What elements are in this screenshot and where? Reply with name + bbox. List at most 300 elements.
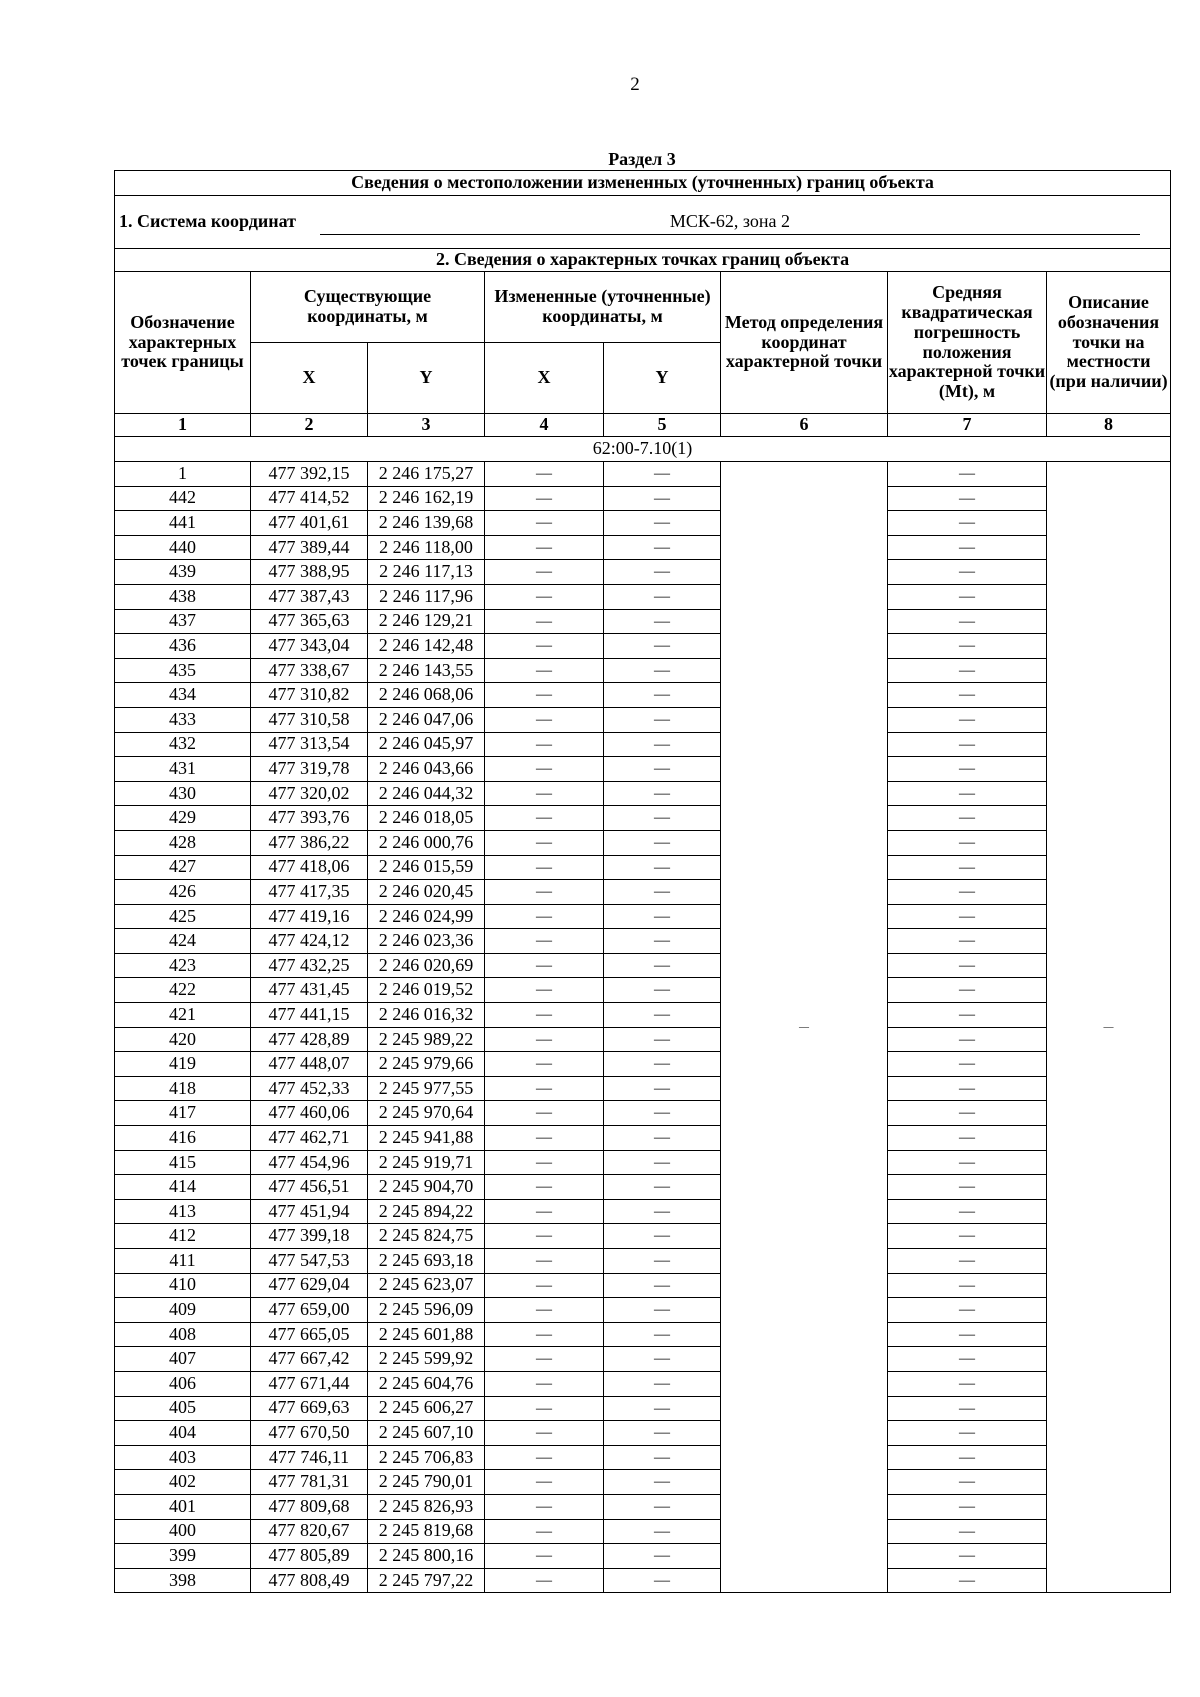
changed-y: — — [604, 1421, 721, 1446]
existing-x: 477 671,44 — [251, 1371, 368, 1396]
changed-x: — — [485, 880, 604, 905]
existing-x: 477 805,89 — [251, 1544, 368, 1569]
accuracy-value: — — [888, 1027, 1047, 1052]
changed-y: — — [604, 830, 721, 855]
changed-x: — — [485, 1470, 604, 1495]
table-row — [115, 707, 1171, 732]
existing-x: 477 452,33 — [251, 1076, 368, 1101]
section-title: Раздел 3 — [608, 149, 676, 169]
changed-y: — — [604, 1076, 721, 1101]
changed-y: — — [604, 486, 721, 511]
existing-x: 477 414,52 — [251, 486, 368, 511]
existing-y: 2 245 894,22 — [368, 1199, 485, 1224]
table-row — [115, 1494, 1171, 1519]
point-number: 424 — [115, 929, 251, 954]
point-number: 421 — [115, 1003, 251, 1028]
table-row — [115, 1101, 1171, 1126]
table-row — [115, 535, 1171, 560]
header-description: Описание обозначения точки на местности (при наличии) — [1047, 272, 1171, 414]
existing-y: 2 245 979,66 — [368, 1052, 485, 1077]
table-row — [115, 880, 1171, 905]
point-number: 425 — [115, 904, 251, 929]
existing-x: 477 313,54 — [251, 732, 368, 757]
existing-y: 2 246 068,06 — [368, 683, 485, 708]
accuracy-value: — — [888, 658, 1047, 683]
table-row — [115, 1126, 1171, 1151]
existing-y: 2 245 606,27 — [368, 1396, 485, 1421]
changed-y: — — [604, 880, 721, 905]
point-number: 417 — [115, 1101, 251, 1126]
changed-y: — — [604, 1126, 721, 1151]
existing-y: 2 245 989,22 — [368, 1027, 485, 1052]
changed-x: — — [485, 855, 604, 880]
changed-x: — — [485, 929, 604, 954]
header-existing-x: X — [251, 343, 368, 414]
accuracy-value: — — [888, 1175, 1047, 1200]
changed-y: — — [604, 462, 721, 487]
existing-y: 2 246 018,05 — [368, 806, 485, 831]
point-number: 416 — [115, 1126, 251, 1151]
accuracy-value: — — [888, 1199, 1047, 1224]
point-number: 434 — [115, 683, 251, 708]
changed-y: — — [604, 634, 721, 659]
accuracy-value: — — [888, 1322, 1047, 1347]
existing-x: 477 462,71 — [251, 1126, 368, 1151]
existing-y: 2 245 604,76 — [368, 1371, 485, 1396]
changed-x: — — [485, 511, 604, 536]
coord-system-value: МСК-62, зона 2 — [320, 212, 1140, 235]
point-number: 402 — [115, 1470, 251, 1495]
changed-x: — — [485, 1150, 604, 1175]
table-row — [115, 560, 1171, 585]
existing-x: 477 665,05 — [251, 1322, 368, 1347]
changed-y: — — [604, 757, 721, 782]
changed-x: — — [485, 1027, 604, 1052]
table-title: Сведения о местоположении измененных (уточненных) границ объекта — [115, 171, 1171, 196]
changed-y: — — [604, 683, 721, 708]
table-row — [115, 757, 1171, 782]
changed-x: — — [485, 978, 604, 1003]
existing-y: 2 246 139,68 — [368, 511, 485, 536]
existing-x: 477 310,58 — [251, 707, 368, 732]
changed-x: — — [485, 1494, 604, 1519]
changed-y: — — [604, 1273, 721, 1298]
existing-x: 477 454,96 — [251, 1150, 368, 1175]
accuracy-value: — — [888, 1003, 1047, 1028]
point-number: 400 — [115, 1519, 251, 1544]
description-value: — — [1047, 462, 1171, 1593]
existing-x: 477 393,76 — [251, 806, 368, 831]
existing-y: 2 246 129,21 — [368, 609, 485, 634]
changed-x: — — [485, 707, 604, 732]
accuracy-value: — — [888, 1126, 1047, 1151]
accuracy-value: — — [888, 830, 1047, 855]
table-row — [115, 830, 1171, 855]
point-number: 426 — [115, 880, 251, 905]
accuracy-value: — — [888, 560, 1047, 585]
accuracy-value: — — [888, 1494, 1047, 1519]
changed-x: — — [485, 535, 604, 560]
changed-x: — — [485, 1568, 604, 1593]
point-number: 423 — [115, 953, 251, 978]
col-number: 4 — [485, 414, 604, 437]
accuracy-value: — — [888, 1101, 1047, 1126]
changed-x: — — [485, 806, 604, 831]
changed-y: — — [604, 1347, 721, 1372]
existing-y: 2 246 118,00 — [368, 535, 485, 560]
changed-x: — — [485, 1224, 604, 1249]
point-number: 431 — [115, 757, 251, 782]
accuracy-value: — — [888, 1371, 1047, 1396]
point-number: 414 — [115, 1175, 251, 1200]
point-number: 399 — [115, 1544, 251, 1569]
table-row — [115, 584, 1171, 609]
accuracy-value: — — [888, 1224, 1047, 1249]
changed-y: — — [604, 1101, 721, 1126]
accuracy-value: — — [888, 707, 1047, 732]
existing-x: 477 320,02 — [251, 781, 368, 806]
changed-y: — — [604, 1052, 721, 1077]
changed-x: — — [485, 1249, 604, 1274]
table-row — [115, 634, 1171, 659]
accuracy-value: — — [888, 732, 1047, 757]
table-subtitle: 2. Сведения о характерных точках границ объекта — [115, 249, 1171, 272]
changed-x: — — [485, 904, 604, 929]
coord-system-label: 1. Система координат — [119, 211, 296, 232]
accuracy-value: — — [888, 634, 1047, 659]
accuracy-value: — — [888, 806, 1047, 831]
table-row — [115, 1298, 1171, 1323]
changed-y: — — [604, 1396, 721, 1421]
existing-x: 477 319,78 — [251, 757, 368, 782]
existing-y: 2 246 142,48 — [368, 634, 485, 659]
existing-y: 2 245 706,83 — [368, 1445, 485, 1470]
changed-x: — — [485, 953, 604, 978]
existing-y: 2 246 162,19 — [368, 486, 485, 511]
table-row — [115, 683, 1171, 708]
changed-y: — — [604, 1027, 721, 1052]
existing-y: 2 245 601,88 — [368, 1322, 485, 1347]
header-changed-coords: Измененные (уточненные) координаты, м — [485, 272, 721, 343]
changed-y: — — [604, 584, 721, 609]
existing-y: 2 246 044,32 — [368, 781, 485, 806]
changed-y: — — [604, 1519, 721, 1544]
existing-y: 2 246 019,52 — [368, 978, 485, 1003]
changed-x: — — [485, 1519, 604, 1544]
changed-y: — — [604, 781, 721, 806]
existing-y: 2 246 117,96 — [368, 584, 485, 609]
existing-y: 2 245 596,09 — [368, 1298, 485, 1323]
existing-x: 477 399,18 — [251, 1224, 368, 1249]
header-changed-x: X — [485, 343, 604, 414]
table-row — [115, 1249, 1171, 1274]
table-row — [115, 1076, 1171, 1101]
changed-y: — — [604, 1249, 721, 1274]
table-row — [115, 1371, 1171, 1396]
changed-y: — — [604, 1371, 721, 1396]
existing-y: 2 246 020,69 — [368, 953, 485, 978]
col-number: 2 — [251, 414, 368, 437]
col-number: 5 — [604, 414, 721, 437]
existing-x: 477 820,67 — [251, 1519, 368, 1544]
table-row — [115, 855, 1171, 880]
existing-y: 2 246 175,27 — [368, 462, 485, 487]
changed-y: — — [604, 732, 721, 757]
point-number: 432 — [115, 732, 251, 757]
existing-y: 2 245 623,07 — [368, 1273, 485, 1298]
changed-x: — — [485, 683, 604, 708]
point-number: 430 — [115, 781, 251, 806]
accuracy-value: — — [888, 781, 1047, 806]
point-number: 437 — [115, 609, 251, 634]
existing-x: 477 387,43 — [251, 584, 368, 609]
header-method: Метод определения координат характерной точки — [721, 272, 888, 414]
changed-x: — — [485, 634, 604, 659]
point-number: 439 — [115, 560, 251, 585]
changed-x: — — [485, 609, 604, 634]
table-row — [115, 1544, 1171, 1569]
accuracy-value: — — [888, 1150, 1047, 1175]
existing-y: 2 245 599,92 — [368, 1347, 485, 1372]
header-changed-y: Y — [604, 343, 721, 414]
table-row — [115, 929, 1171, 954]
point-number: 429 — [115, 806, 251, 831]
point-number: 408 — [115, 1322, 251, 1347]
accuracy-value: — — [888, 1421, 1047, 1446]
table-row — [115, 1175, 1171, 1200]
existing-x: 477 389,44 — [251, 535, 368, 560]
accuracy-value: — — [888, 1347, 1047, 1372]
changed-x: — — [485, 1076, 604, 1101]
table-row — [115, 1003, 1171, 1028]
existing-x: 477 401,61 — [251, 511, 368, 536]
changed-y: — — [604, 953, 721, 978]
existing-x: 477 547,53 — [251, 1249, 368, 1274]
changed-y: — — [604, 1494, 721, 1519]
changed-x: — — [485, 1421, 604, 1446]
table-row — [115, 732, 1171, 757]
boundary-points-table — [114, 170, 1171, 1593]
existing-y: 2 246 043,66 — [368, 757, 485, 782]
accuracy-value: — — [888, 1445, 1047, 1470]
point-number: 411 — [115, 1249, 251, 1274]
existing-x: 477 432,25 — [251, 953, 368, 978]
existing-x: 477 338,67 — [251, 658, 368, 683]
changed-y: — — [604, 658, 721, 683]
changed-x: — — [485, 1298, 604, 1323]
point-number: 433 — [115, 707, 251, 732]
table-row — [115, 1347, 1171, 1372]
accuracy-value: — — [888, 757, 1047, 782]
changed-y: — — [604, 1445, 721, 1470]
existing-x: 477 456,51 — [251, 1175, 368, 1200]
existing-y: 2 245 819,68 — [368, 1519, 485, 1544]
point-number: 406 — [115, 1371, 251, 1396]
existing-y: 2 246 045,97 — [368, 732, 485, 757]
changed-y: — — [604, 1470, 721, 1495]
table-row — [115, 1322, 1171, 1347]
point-number: 442 — [115, 486, 251, 511]
method-value: — — [721, 462, 888, 1593]
existing-x: 477 781,31 — [251, 1470, 368, 1495]
table-row — [115, 1421, 1171, 1446]
existing-x: 477 419,16 — [251, 904, 368, 929]
changed-x: — — [485, 1322, 604, 1347]
existing-x: 477 451,94 — [251, 1199, 368, 1224]
accuracy-value: — — [888, 609, 1047, 634]
table-row — [115, 658, 1171, 683]
accuracy-value: — — [888, 978, 1047, 1003]
point-number: 418 — [115, 1076, 251, 1101]
accuracy-value: — — [888, 511, 1047, 536]
changed-x: — — [485, 486, 604, 511]
existing-y: 2 245 977,55 — [368, 1076, 485, 1101]
existing-x: 477 424,12 — [251, 929, 368, 954]
table-row — [115, 1150, 1171, 1175]
point-number: 407 — [115, 1347, 251, 1372]
changed-y: — — [604, 1175, 721, 1200]
accuracy-value: — — [888, 1249, 1047, 1274]
existing-x: 477 746,11 — [251, 1445, 368, 1470]
changed-x: — — [485, 560, 604, 585]
changed-x: — — [485, 781, 604, 806]
table-row — [115, 953, 1171, 978]
accuracy-value: — — [888, 855, 1047, 880]
point-number: 440 — [115, 535, 251, 560]
table-row — [115, 1445, 1171, 1470]
header-point-designation: Обозначение характерных точек границы — [115, 272, 251, 414]
changed-y: — — [604, 904, 721, 929]
existing-y: 2 245 826,93 — [368, 1494, 485, 1519]
table-row — [115, 904, 1171, 929]
changed-y: — — [604, 1322, 721, 1347]
changed-x: — — [485, 830, 604, 855]
point-number: 405 — [115, 1396, 251, 1421]
accuracy-value: — — [888, 1273, 1047, 1298]
point-number: 401 — [115, 1494, 251, 1519]
existing-x: 477 808,49 — [251, 1568, 368, 1593]
changed-x: — — [485, 1199, 604, 1224]
existing-y: 2 246 117,13 — [368, 560, 485, 585]
accuracy-value: — — [888, 929, 1047, 954]
changed-x: — — [485, 1052, 604, 1077]
accuracy-value: — — [888, 1076, 1047, 1101]
existing-y: 2 246 143,55 — [368, 658, 485, 683]
existing-x: 477 809,68 — [251, 1494, 368, 1519]
existing-x: 477 460,06 — [251, 1101, 368, 1126]
accuracy-value: — — [888, 953, 1047, 978]
existing-y: 2 245 693,18 — [368, 1249, 485, 1274]
existing-y: 2 245 607,10 — [368, 1421, 485, 1446]
changed-y: — — [604, 806, 721, 831]
changed-y: — — [604, 1544, 721, 1569]
changed-y: — — [604, 609, 721, 634]
col-number: 1 — [115, 414, 251, 437]
col-number: 6 — [721, 414, 888, 437]
existing-y: 2 245 824,75 — [368, 1224, 485, 1249]
changed-x: — — [485, 1003, 604, 1028]
existing-y: 2 246 023,36 — [368, 929, 485, 954]
changed-y: — — [604, 1298, 721, 1323]
existing-y: 2 245 970,64 — [368, 1101, 485, 1126]
accuracy-value: — — [888, 462, 1047, 487]
point-number: 404 — [115, 1421, 251, 1446]
table-row — [115, 806, 1171, 831]
point-number: 441 — [115, 511, 251, 536]
header-existing-coords: Существующие координаты, м — [251, 272, 485, 343]
changed-x: — — [485, 1371, 604, 1396]
existing-y: 2 245 797,22 — [368, 1568, 485, 1593]
point-number: 1 — [115, 462, 251, 487]
existing-x: 477 310,82 — [251, 683, 368, 708]
existing-y: 2 246 000,76 — [368, 830, 485, 855]
existing-y: 2 245 919,71 — [368, 1150, 485, 1175]
point-number: 427 — [115, 855, 251, 880]
existing-y: 2 246 016,32 — [368, 1003, 485, 1028]
existing-x: 477 448,07 — [251, 1052, 368, 1077]
changed-y: — — [604, 855, 721, 880]
existing-x: 477 418,06 — [251, 855, 368, 880]
existing-y: 2 246 020,45 — [368, 880, 485, 905]
col-number: 8 — [1047, 414, 1171, 437]
changed-x: — — [485, 757, 604, 782]
existing-x: 477 667,42 — [251, 1347, 368, 1372]
existing-x: 477 388,95 — [251, 560, 368, 585]
coord-system-cell — [115, 196, 1171, 249]
accuracy-value: — — [888, 904, 1047, 929]
table-row — [115, 1568, 1171, 1593]
accuracy-value: — — [888, 1396, 1047, 1421]
point-number: 428 — [115, 830, 251, 855]
changed-x: — — [485, 584, 604, 609]
point-number: 435 — [115, 658, 251, 683]
changed-x: — — [485, 1101, 604, 1126]
existing-x: 477 431,45 — [251, 978, 368, 1003]
changed-x: — — [485, 658, 604, 683]
changed-y: — — [604, 1568, 721, 1593]
existing-x: 477 386,22 — [251, 830, 368, 855]
header-accuracy: Средняя квадратическая погрешность положения характерной точки (Mt), м — [888, 272, 1047, 414]
point-number: 413 — [115, 1199, 251, 1224]
accuracy-value: — — [888, 486, 1047, 511]
table-row — [115, 1396, 1171, 1421]
accuracy-value: — — [888, 683, 1047, 708]
table-row — [115, 462, 1171, 487]
col-number: 7 — [888, 414, 1047, 437]
table-row — [115, 1470, 1171, 1495]
point-number: 409 — [115, 1298, 251, 1323]
changed-y: — — [604, 1199, 721, 1224]
table-row — [115, 1052, 1171, 1077]
accuracy-value: — — [888, 584, 1047, 609]
changed-x: — — [485, 1544, 604, 1569]
point-number: 436 — [115, 634, 251, 659]
table-row — [115, 1519, 1171, 1544]
accuracy-value: — — [888, 880, 1047, 905]
changed-y: — — [604, 1224, 721, 1249]
point-number: 403 — [115, 1445, 251, 1470]
changed-y: — — [604, 535, 721, 560]
changed-x: — — [485, 1396, 604, 1421]
changed-x: — — [485, 462, 604, 487]
existing-x: 477 659,00 — [251, 1298, 368, 1323]
point-number: 422 — [115, 978, 251, 1003]
table-row — [115, 781, 1171, 806]
existing-x: 477 670,50 — [251, 1421, 368, 1446]
point-number: 412 — [115, 1224, 251, 1249]
existing-x: 477 441,15 — [251, 1003, 368, 1028]
point-number: 438 — [115, 584, 251, 609]
